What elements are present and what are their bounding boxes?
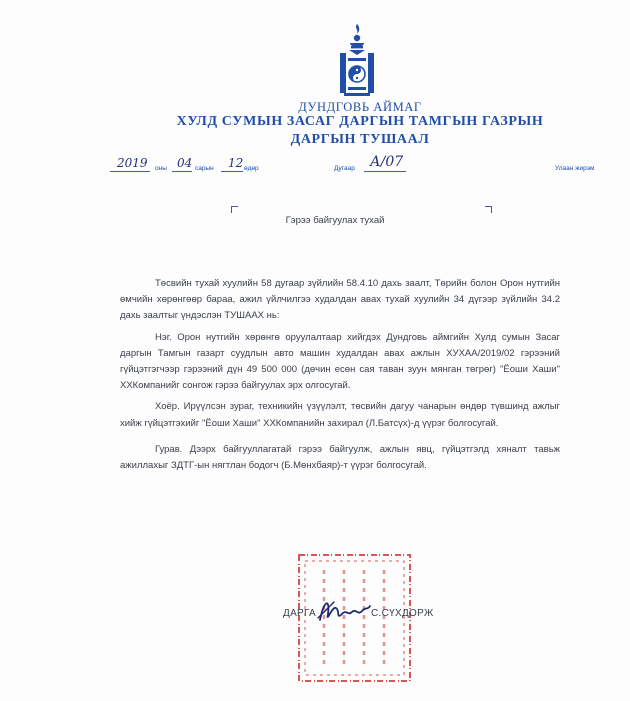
month-label: сарын xyxy=(195,165,214,172)
decree-number: А/07 xyxy=(370,154,404,170)
paragraph-two: Хоёр. Ирүүлсэн зураг, техникийн үзүүлэлт, төсвийн дагуу чанарын өндөр түвшинд ажлыг хийж гүйцэтгэхийг "Ёоши Хаши" ХХКомпанийн захирал (Л.Батсүх)-д үүрэг болгосугай. xyxy=(120,401,560,429)
org-line-1: ХУЛД СУМЫН ЗАСАГ ДАРГЫН ТАМГЫН ГАЗРЫН xyxy=(176,114,544,129)
day-label: өдөр xyxy=(244,165,259,172)
issue-place: Улаан жирэм xyxy=(555,165,595,172)
aimag-name: ДУНДГОВЬ АЙМАГ xyxy=(298,100,422,114)
day-underline xyxy=(221,171,243,172)
year-underline xyxy=(110,171,150,172)
decree-subject: Гэрээ байгуулах тухай xyxy=(285,215,385,226)
number-underline xyxy=(364,171,406,172)
paragraph-three: Гурав. Дээрх байгууллагатай гэрээ байгуулж, ажлын явц, гүйцэтгэлд хяналт тавьж ажиллахыг ЗДТГ-ын нягтлан бодогч (Б.Мөнхбаяр)-т үүрэг болгосугай. xyxy=(120,443,560,472)
paragraph-one: Нэг. Орон нутгийн хөрөнгө оруулалтаар хийгдэх Дундговь аймгийн Хулд сумын Засаг даргын Тамгын газарт суудлын авто машин худалдан авах ажлын ХУХАА/2019/02 гэрээний гүйцэтгэгчээр гэрээний дүн 49 500 000 (дөчин есөн сая таван зуун мянган төгрөг) "Ёоши Хаши" ХХКомпанийг сонгож гэрээ байгуулах эрх олгосугай. xyxy=(120,331,560,392)
date-day: 12 xyxy=(228,156,244,170)
issuing-organization xyxy=(0,113,630,149)
number-label: Дугаар xyxy=(334,165,355,172)
date-year: 2019 xyxy=(117,156,148,170)
paragraph-preamble: Төсвийн тухай хуулийн 58 дугаар зүйлийн 58.4.10 дахь заалт, Төрийн болон Орон нутгийн өмчийн хөрөнгөөр бараа, ажил үйлчилгээ худалдан авах тухай хуулийн 34 дүгээр зүйлийн 34.2 дахь заалтыг үндэслэн ТУШААХ нь: xyxy=(120,278,560,322)
year-label: оны xyxy=(155,165,167,172)
signatory-name: С.СҮХДОРЖ xyxy=(371,608,434,619)
subject-bracket-left xyxy=(231,206,238,213)
signatory-title: ДАРГА xyxy=(283,608,317,619)
date-line xyxy=(0,154,630,180)
decree-body xyxy=(120,276,560,479)
date-month: 04 xyxy=(177,156,193,170)
state-emblem-icon xyxy=(336,22,378,98)
subject-bracket-right xyxy=(485,206,492,213)
org-line-2: ДАРГЫН ТУШААЛ xyxy=(290,132,430,147)
month-underline xyxy=(172,171,192,172)
handwritten-signature xyxy=(316,594,372,630)
